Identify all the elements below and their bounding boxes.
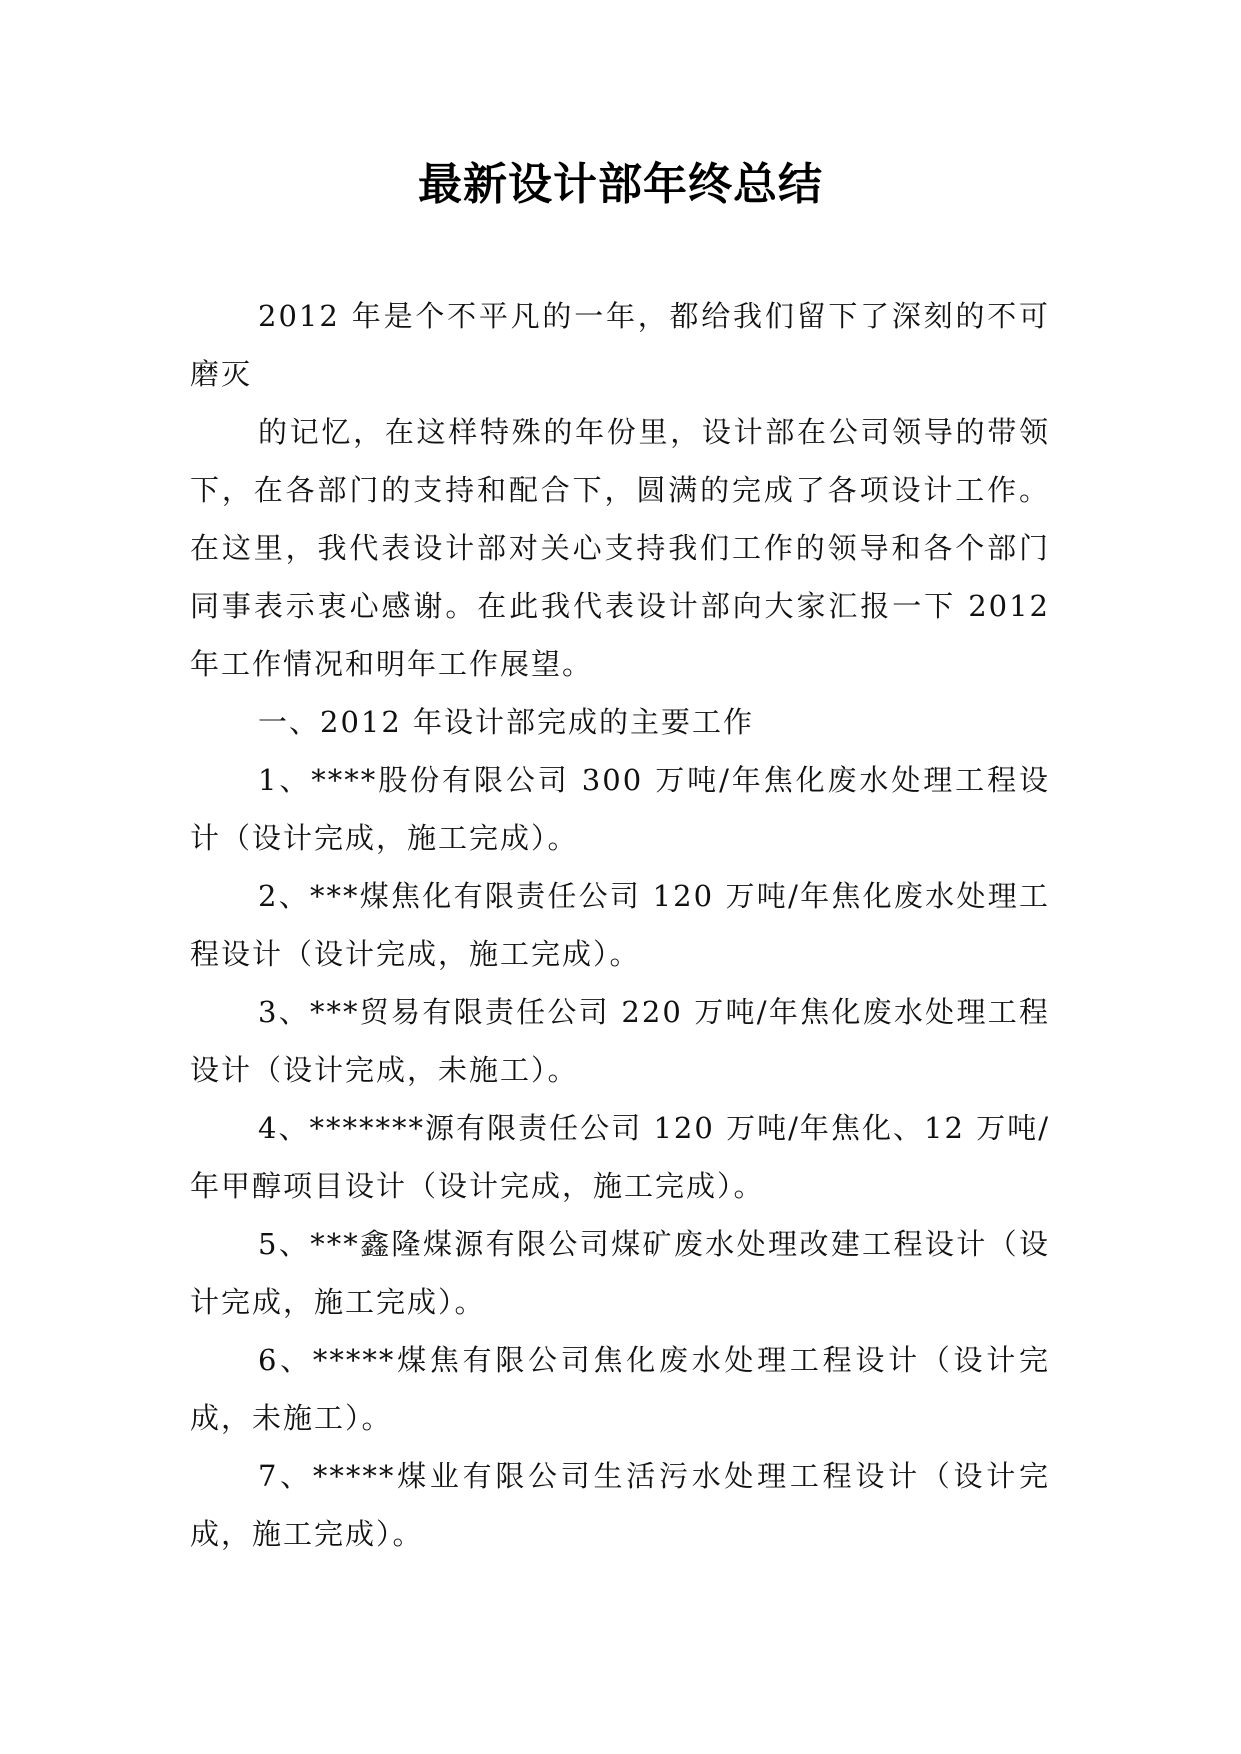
paragraph-intro-part2: 的记忆，在这样特殊的年份里，设计部在公司领导的带领下，在各部门的支持和配合下，圆满的完成了各项设计工作。在这里，我代表设计部对关心支持我们工作的领导和各个部门同事表示衷心感谢。在此我代表设计部向大家汇报一下 2012 年工作情况和明年工作展望。 [190,415,1050,681]
list-item-6: 6、*****煤焦有限公司焦化废水处理工程设计（设计完成，未施工）。 [190,1343,1050,1435]
list-item-1: 1、****股份有限公司 300 万吨/年焦化废水处理工程设计（设计完成，施工完成）。 [190,763,1050,855]
list-item-3: 3、***贸易有限责任公司 220 万吨/年焦化废水处理工程设计（设计完成，未施工）。 [190,995,1050,1087]
list-item-2: 2、***煤焦化有限责任公司 120 万吨/年焦化废水处理工程设计（设计完成，施工完成）。 [190,879,1050,971]
paragraph-intro-part1: 2012 年是个不平凡的一年，都给我们留下了深刻的不可磨灭 [190,299,1050,391]
list-item-4: 4、*******源有限责任公司 120 万吨/年焦化、12 万吨/年甲醇项目设计（设计完成，施工完成）。 [190,1111,1050,1203]
section-heading-main-work: 一、2012 年设计部完成的主要工作 [258,705,755,739]
list-item-5: 5、***鑫隆煤源有限公司煤矿废水处理改建工程设计（设计完成，施工完成）。 [190,1227,1050,1319]
list-item-7: 7、*****煤业有限公司生活污水处理工程设计（设计完成，施工完成）。 [190,1459,1050,1551]
document-body [190,287,1050,1563]
document-title: 最新设计部年终总结 [418,159,823,210]
